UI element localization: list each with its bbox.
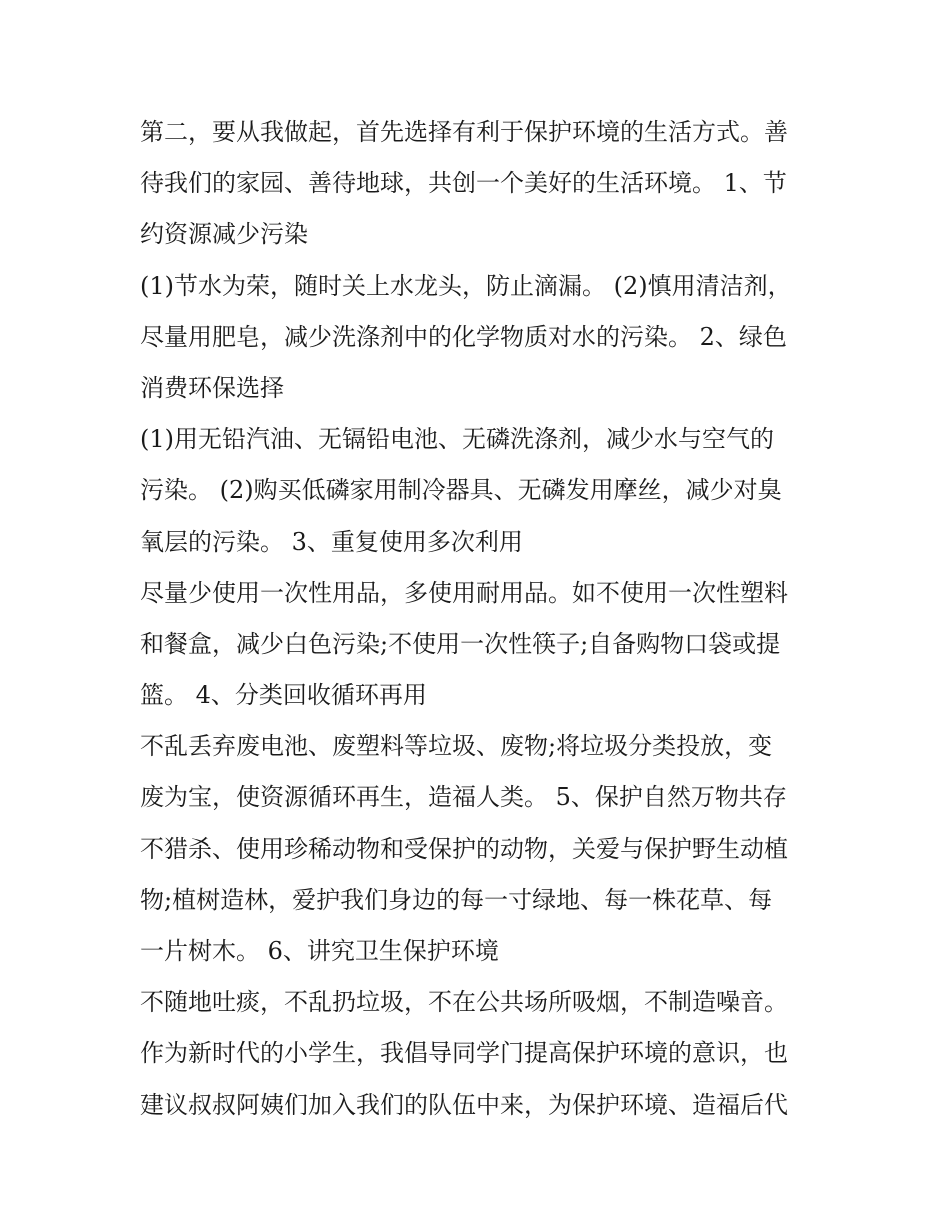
text-line: 不乱丢弃废电池、废塑料等垃圾、废物;将垃圾分类投放，变 xyxy=(140,732,773,761)
text-line: 消费环保选择 xyxy=(140,373,284,402)
text-line: 不猎杀、使用珍稀动物和受保护的动物，关爱与保护野生动植 xyxy=(140,834,788,863)
text-line: 一片树木。 6、讲究卫生保护环境 xyxy=(140,937,499,965)
text-line: 待我们的家园、善待地球，共创一个美好的生活环境。 1、节 xyxy=(140,169,787,198)
text-line: 物;植树造林，爱护我们身边的每一寸绿地、每一株花草、每 xyxy=(140,885,773,914)
text-line: 尽量用肥皂，减少洗涤剂中的化学物质对水的污染。 2、绿色 xyxy=(140,322,787,351)
text-line: 废为宝，使资源循环再生，造福人类。 5、保护自然万物共存 xyxy=(140,783,787,812)
text-line: 尽量少使用一次性用品，多使用耐用品。如不使用一次性塑料 xyxy=(140,578,788,607)
text-line: 氧层的污染。 3、重复使用多次利用 xyxy=(140,527,523,556)
text-line: 作为新时代的小学生，我倡导同学门提高保护环境的意识，也 xyxy=(140,1039,788,1068)
text-line: (1)节水为荣，随时关上水龙头，防止滴漏。 (2)慎用清洁剂， xyxy=(140,271,792,300)
text-line: 污染。 (2)购买低磷家用制冷器具、无磷发用摩丝，减少对臭 xyxy=(140,476,782,505)
text-line: (1)用无铅汽油、无镉铅电池、无磷洗涤剂，减少水与空气的 xyxy=(140,425,774,454)
text-line: 篮。 4、分类回收循环再用 xyxy=(140,681,427,710)
text-line: 不随地吐痰，不乱扔垃圾，不在公共场所吸烟，不制造噪音。 xyxy=(140,988,788,1017)
text-line: 第二，要从我做起，首先选择有利于保护环境的生活方式。善 xyxy=(140,118,788,146)
text-line: 约资源减少污染 xyxy=(140,220,308,249)
text-line: 和餐盒，减少白色污染;不使用一次性筷子;自备购物口袋或提 xyxy=(140,629,781,658)
text-line: 建议叔叔阿姨们加入我们的队伍中来，为保护环境、造福后代 xyxy=(140,1090,788,1119)
body-text xyxy=(140,107,820,1131)
